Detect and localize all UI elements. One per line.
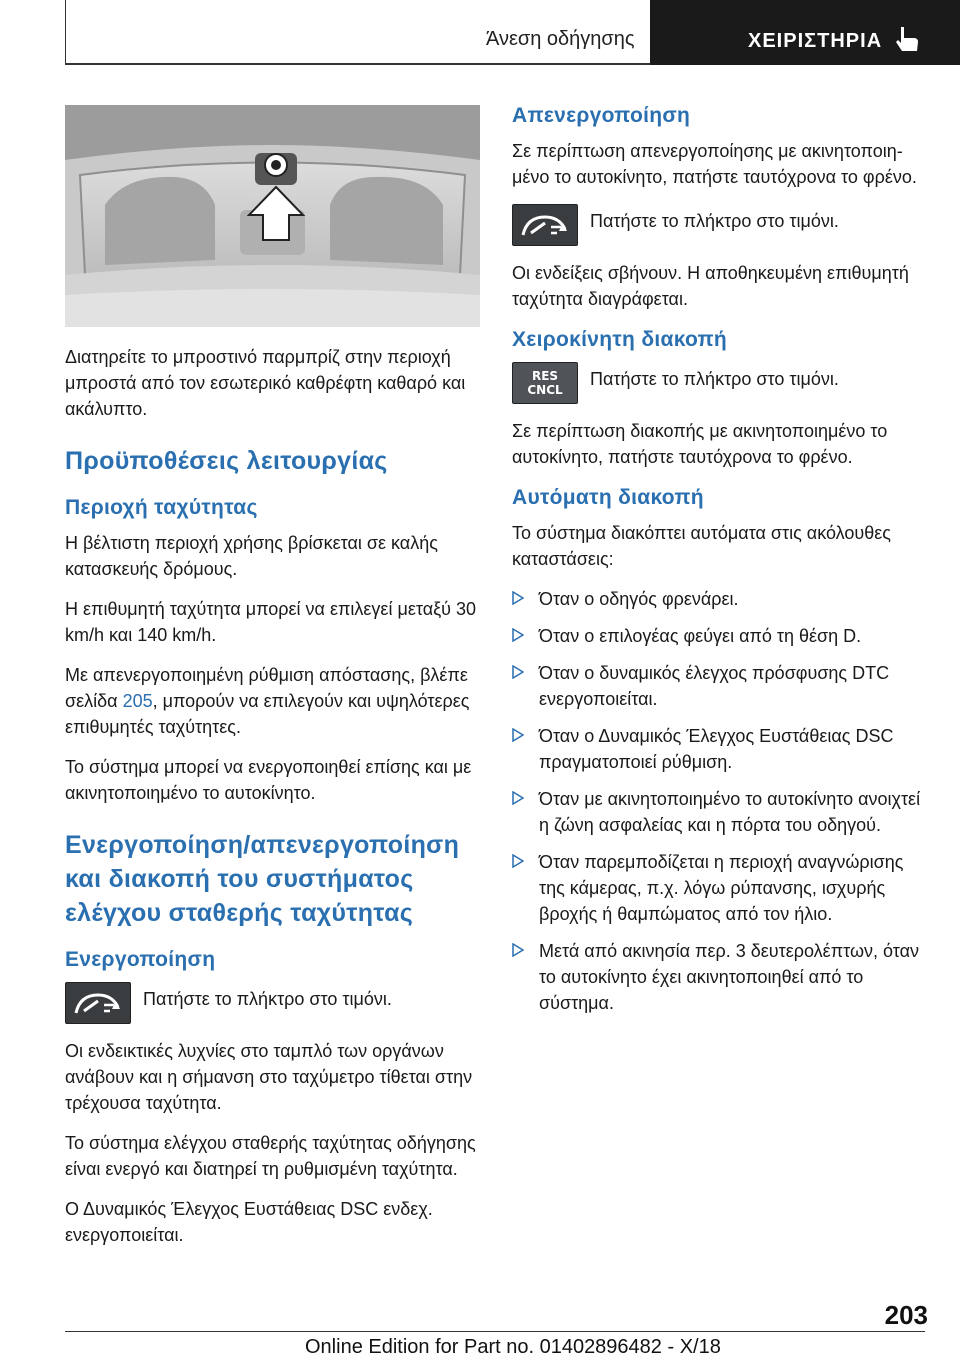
paragraph: Το σύστημα διακόπτει αυτόματα στις ακόλουθες καταστάσεις: <box>512 523 891 569</box>
list-item <box>512 786 932 838</box>
paragraph: Σε περίπτωση απενεργοποίησης με ακινητοποιημένο το αυτοκίνητο, πατήστε ταυτόχρονα το φρένο. <box>512 141 917 187</box>
triangle-bullet-icon <box>512 854 524 868</box>
chapter-tab[interactable] <box>650 0 960 65</box>
paragraph: Οι ενδείξεις σβήνουν. Η αποθηκευμένη επιθυμητή ταχύτητα διαγράφεται. <box>512 263 909 309</box>
list-item-text: Όταν παρεμποδίζεται η περιοχή αναγνώρισης της κάμερας, π.χ. λόγω ρύπανσης, ισχυρής βροχής ή θαμπώματος από τον ήλιο. <box>539 852 904 924</box>
cruise-control-button-icon <box>512 204 578 246</box>
heading-speed-range: Περιοχή ταχύτητας <box>65 496 258 519</box>
paragraph: Σε περίπτωση διακοπής με ακινητοποιημένο το αυτοκίνητο, πατήστε ταυτόχρονα το φρένο. <box>512 421 888 467</box>
button-instruction <box>512 362 932 404</box>
list-item-text: Όταν με ακινητοποιημένο το αυτοκίνητο ανοιχτεί η ζώνη ασφαλείας και η πόρτα του οδηγού. <box>539 789 921 835</box>
button-instruction <box>65 982 480 1024</box>
interrupt-conditions-list <box>512 586 932 1016</box>
button-instruction-text: Πατήστε το πλήκτρο στο τιμόνι. <box>590 369 839 389</box>
edition-footer: Online Edition for Part no. 01402896482 - X/18 <box>305 1336 721 1358</box>
right-column <box>512 100 932 1027</box>
text: , μπορούν να επιλεγούν και υψηλότερες επιθυμητές ταχύτητες. <box>65 691 470 737</box>
paragraph: Το σύστημα μπορεί να ενεργοποιηθεί επίσης και με ακινητοποιημένο το αυτοκίνητο. <box>65 757 472 803</box>
chapter-label: ΧΕΙΡΙΣΤΗΡΙΑ <box>748 30 883 52</box>
list-item-text: Όταν ο δυναμικός έλεγχος πρόσφυσης DTC ενεργοποιείται. <box>539 663 890 709</box>
list-item <box>512 586 932 612</box>
photo-caption: Διατηρείτε το μπροστινό παρμπρίζ στην περιοχή μπροστά από τον εσωτερικό καθρέφτη καθαρό και ακάλυπτο. <box>65 347 466 419</box>
pointing-hand-icon <box>892 25 920 53</box>
header-rule-vertical <box>65 0 66 64</box>
list-item <box>512 938 932 1016</box>
text: Με απενεργοποιημένη ρύθμιση απόστασης, βλέπε σελίδα <box>65 665 468 711</box>
cncl-label: CNCL <box>527 383 563 397</box>
list-item-text: Όταν ο επιλογέας φεύγει από τη θέση D. <box>539 626 862 646</box>
res-cncl-button-icon <box>512 362 578 404</box>
section-title: Άνεση οδήγησης <box>486 28 635 50</box>
paragraph: Το σύστημα ελέγχου σταθερής ταχύτητας οδήγησης είναι ενεργό και διατηρεί τη ρυθμισμένη ταχύτητα. <box>65 1133 476 1179</box>
left-column <box>65 105 480 1262</box>
paragraph: Οι ενδεικτικές λυχνίες στο ταμπλό των οργάνων ανάβουν και η σήμανση στο ταχύμετρο τίθεται στην τρέχουσα ταχύτητα. <box>65 1041 473 1113</box>
heading-automatic-interrupt: Αυτόματη διακοπή <box>512 486 704 509</box>
rear-window-camera-photo <box>65 105 480 327</box>
triangle-bullet-icon <box>512 943 524 957</box>
footer-rule <box>65 1331 925 1332</box>
triangle-bullet-icon <box>512 665 524 679</box>
heading-activation: Ενεργοποίηση <box>65 948 216 971</box>
triangle-bullet-icon <box>512 591 524 605</box>
heading-deactivation: Απενεργοποίηση <box>512 104 691 127</box>
triangle-bullet-icon <box>512 791 524 805</box>
cruise-control-button-icon <box>65 982 131 1024</box>
list-item <box>512 623 932 649</box>
button-instruction-text: Πατήστε το πλήκτρο στο τιμόνι. <box>143 989 392 1009</box>
button-instruction-text: Πατήστε το πλήκτρο στο τιμόνι. <box>590 211 839 231</box>
paragraph: Η βέλτιστη περιοχή χρήσης βρίσκεται σε καλής κατασκευής δρόμους. <box>65 533 438 579</box>
list-item-text: Μετά από ακινησία περ. 3 δευτερολέπτων, όταν το αυτοκίνητο έχει ακινητοποιηθεί από το σύστημα. <box>539 941 920 1013</box>
triangle-bullet-icon <box>512 728 524 742</box>
triangle-bullet-icon <box>512 628 524 642</box>
list-item-text: Όταν ο οδηγός φρενάρει. <box>539 589 739 609</box>
paragraph <box>65 662 480 740</box>
heading-on-off: Ενεργοποίηση/απενεργοποίηση και διακοπή του συστήματος ελέγχου σταθερής ταχύτητας <box>65 831 460 927</box>
page-number: 203 <box>884 1300 928 1330</box>
list-item-text: Όταν ο Δυναμικός Έλεγχος Ευστάθειας DSC πραγματοποιεί ρύθμιση. <box>539 726 894 772</box>
button-instruction <box>512 204 932 246</box>
page-link[interactable]: 205 <box>122 691 153 711</box>
header-rule-horizontal <box>65 63 650 65</box>
list-item <box>512 660 932 712</box>
list-item <box>512 849 932 927</box>
heading-manual-interrupt: Χειροκίνητη διακοπή <box>512 328 728 351</box>
paragraph: Ο Δυναμικός Έλεγχος Ευστάθειας DSC ενδεχ. ενεργοποιείται. <box>65 1199 433 1245</box>
paragraph: Η επιθυμητή ταχύτητα μπορεί να επιλεγεί μεταξύ 30 km/h και 140 km/h. <box>65 599 477 645</box>
res-label: RES <box>531 369 559 383</box>
list-item <box>512 723 932 775</box>
heading-prerequisites: Προϋποθέσεις λειτουργίας <box>65 447 388 475</box>
